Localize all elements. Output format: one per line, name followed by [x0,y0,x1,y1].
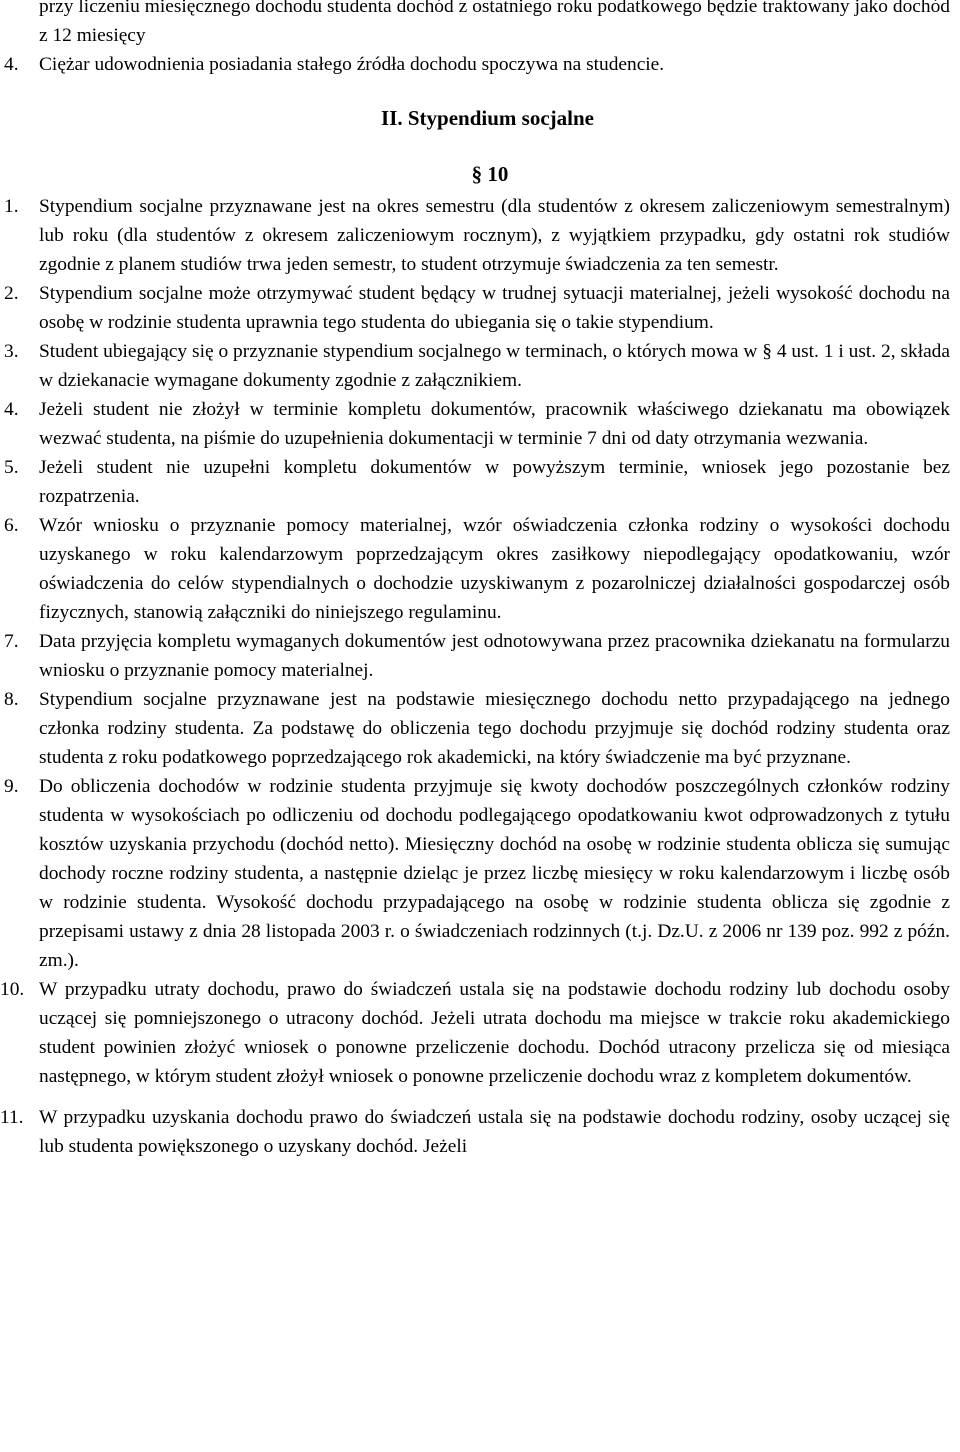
item-number: 11. [0,1107,24,1128]
item-number: 6. [4,515,19,536]
list-item [0,395,950,453]
item-number: 1. [4,196,19,217]
item-number: 3. [4,341,19,362]
item-text: Jeżeli student nie uzupełni kompletu dokumentów w powyższym terminie, wniosek jego pozostanie bez rozpatrzenia. [39,457,950,507]
item-text: Do obliczenia dochodów w rodzinie studenta przyjmuje się kwoty dochodów poszczególnych członków rodziny studenta w wysokościach po odliczeniu od dochodu podlegającego opodatkowaniu kwot odprowadzonych z tytułu kosztów uzyskania przychodu (dochód netto). Miesięczny dochód na osobę w rodzinie studenta oblicza się sumując dochody roczne rodziny studenta, a następnie dzieląc je przez liczbę miesięcy w roku kalendarzowym i liczbę osób w rodzinie studenta. Wysokość dochodu przypadającego na osobę w rodzinie studenta oblicza się zgodnie z przepisami ustawy z dnia 28 listopada 2003 r. o świadczeniach rodzinnych (t.j. Dz.U. z 2006 nr 139 poz. 992 z późn. zm.). [39,776,950,971]
item-number: 2. [4,283,19,304]
section-title: II. Stypendium socjalne [381,106,594,130]
item-text: Ciężar udowodnienia posiadania stałego źródła dochodu spoczywa na studencie. [39,54,665,75]
list-item [0,511,950,627]
item-text: Stypendium socjalne przyznawane jest na okres semestru (dla studentów z okresem zaliczeniowym semestralnym) lub roku (dla studentów z okresem zaliczeniowym rocznym), z wyjątkiem przypadku, gdy ostatni rok studiów zgodnie z planem studiów trwa jeden semestr, to student otrzymuje świadczenia za ten semestr. [39,196,950,275]
item-text: Stypendium socjalne może otrzymywać student będący w trudnej sytuacji materialnej, jeżeli wysokość dochodu na osobę w rodzinie studenta uprawnia tego studenta do ubiegania się o takie stypendium. [39,283,950,333]
item-text: Stypendium socjalne przyznawane jest na podstawie miesięcznego dochodu netto przypadającego na jednego członka rodziny studenta. Za podstawę do obliczenia tego dochodu przyjmuje się dochód rodziny studenta oraz studenta z roku podatkowego poprzedzającego rok akademicki, na który świadczenie ma być przyznane. [39,689,950,768]
list-item [0,337,950,395]
paragraph-number: § 10 [471,162,509,186]
list-item [0,627,950,685]
list-item [0,975,950,1091]
list-item [0,772,950,975]
item-text: W przypadku utraty dochodu, prawo do świadczeń ustala się na podstawie dochodu rodziny lub dochodu osoby uczącej się pomniejszonego o utracony dochód. Jeżeli utrata dochodu ma miejsce w trakcie roku akademickiego student powinien złożyć wniosek o ponowne przeliczenie dochodu. Dochód utracony przelicza się od miesiąca następnego, w którym student złożył wniosek o ponowne przeliczenie dochodu wraz z kompletem dokumentów. [39,979,950,1087]
item-number: 4. [4,399,19,420]
list-item [0,279,950,337]
item-text: Student ubiegający się o przyznanie stypendium socjalnego w terminach, o których mowa w § 4 ust. 1 i ust. 2, składa w dziekanacie wymagane dokumenty zgodnie z załącznikiem. [39,341,950,391]
list-item [0,50,950,79]
item-number: 4. [4,54,19,75]
list-item [0,453,950,511]
item-text: Jeżeli student nie złożył w terminie kompletu dokumentów, pracownik właściwego dziekanatu ma obowiązek wezwać studenta, na piśmie do uzupełnienia dokumentacji w terminie 7 dni od daty otrzymania wezwania. [39,399,950,449]
list-item [0,192,950,279]
item-text: Data przyjęcia kompletu wymaganych dokumentów jest odnotowywana przez pracownika dziekanatu na formularzu wniosku o przyznanie pomocy materialnej. [39,631,950,681]
item-number: 7. [4,631,19,652]
list-item [0,1103,950,1161]
item-text: W przypadku uzyskania dochodu prawo do świadczeń ustala się na podstawie dochodu rodziny, osoby uczącej się lub studenta powiększonego o uzyskany dochód. Jeżeli [39,1107,950,1157]
item-number: 10. [0,979,25,1000]
list-item [0,685,950,772]
item-text: Wzór wniosku o przyznanie pomocy materialnej, wzór oświadczenia członka rodziny o wysokości dochodu uzyskanego w roku kalendarzowym poprzedzającym okres zasiłkowy niepodlegający opodatkowaniu, wzór oświadczenia do celów stypendialnych o dochodzie uzyskiwanym z pozarolniczej działalności gospodarczej osób fizycznych, stanowią załączniki do niniejszego regulaminu. [39,515,950,623]
item-number: 8. [4,689,19,710]
continuation-text: przy liczeniu miesięcznego dochodu studenta dochód z ostatniego roku podatkowego będzie traktowany jako dochód z 12 miesięcy [39,0,950,46]
item-number: 5. [4,457,19,478]
item-number: 9. [4,776,19,797]
